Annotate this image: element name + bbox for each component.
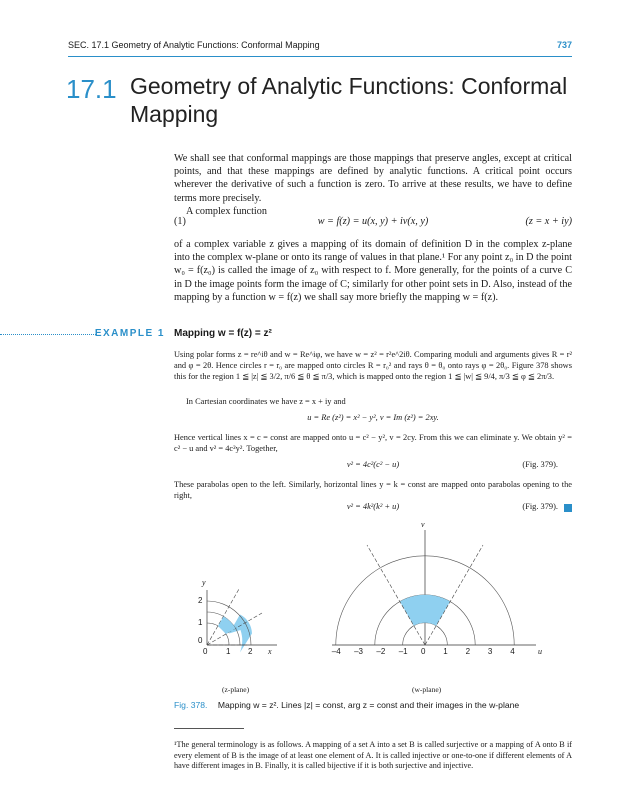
z-plane-diagram [207, 589, 277, 653]
w-utick-6: 2 [465, 647, 471, 656]
footnote: ¹The general terminology is as follows. A mapping of a set A into a set B is called surjective or a mapping of A onto B if every element of B is the image of at least one element of A. It is called injective or one-to-one if different elements of A have different images in B. Finally, it is called bijective if it is both surjective and injective. [174, 740, 572, 771]
intro-line2: A complex function [186, 205, 267, 217]
example-para1: Using polar forms z = re^iθ and w = Re^iφ, we have w = z² = r²e^2iθ. Comparing moduli and arguments gives R = r² and φ = 2θ. Hence circles r = r₀ are mapped onto circles R = r₀² and rays θ = θ₀ onto rays φ = 2θ₀. Figure 378 shows this for the region 1 ≦ |z| ≦ 3/2, π/6 ≦ θ ≦ π/3, which is mapped onto the region 1 ≦ |w| ≦ 9/4, π/3 ≦ φ ≦ 2π/3. [174, 350, 572, 381]
paragraph-2: of a complex variable z gives a mapping of its domain of definition D in the complex z-plane into the complex w-plane or onto its range of values in that plane.¹ For any point z₀ in D the point w₀ = f(z₀) is called the image of z₀ with respect to f. More generally, for the points of a curve C in D the image points form the image of C; similarly for other point sets in D. Also, instead of the mapping by a function w = f(z) we shall say more briefly the mapping w = f(z). [174, 239, 572, 303]
w-utick-7: 3 [487, 647, 493, 656]
section-number: 17.1 [66, 74, 117, 104]
w-utick-8: 4 [510, 647, 515, 656]
example-para2: In Cartesian coordinates we have z = x + iy and [186, 397, 346, 406]
w-ray-pi3 [425, 545, 483, 645]
w-utick-2: –2 [376, 647, 386, 656]
footnote-rule [174, 728, 244, 729]
example-para3: Hence vertical lines x = c = const are mapped onto u = c² − y², v = 2cy. From this we can eliminate y. We obtain y² = c² − u and v² = 4c²y². Together, [174, 433, 572, 453]
w-ulabel: u [538, 647, 542, 656]
intro-paragraph: We shall see that conformal mappings are those mappings that preserve angles, except at critical points, and that these mappings are defined by analytic functions. A critical point occurs wherever the derivative of such a function is zero. To arrive at these results, we have to define terms more precisely. [174, 153, 572, 204]
figure-caption-label: Fig. 378. [174, 700, 208, 710]
figure-caption-text: Mapping w = z². Lines |z| = const, arg z = const and their images in the w-plane [217, 700, 520, 710]
z-plane-label: (z-plane) [222, 685, 250, 694]
z-ytick-0: 0 [198, 636, 203, 645]
z-xtick-1: 1 [226, 647, 231, 656]
eq-v1-ref: (Fig. 379). [522, 460, 558, 469]
w-vlabel: v [421, 520, 425, 529]
example-title: Mapping w = f(z) = z² [174, 328, 272, 339]
w-utick-0: –4 [331, 647, 341, 656]
w-utick-1: –3 [354, 647, 363, 656]
w-utick-5: 1 [443, 647, 448, 656]
z-ray-pi3 [207, 589, 239, 645]
w-ray-2pi3 [367, 545, 425, 645]
equation-number: (1) [174, 216, 186, 227]
eq-v2-text: v² = 4k²(k² + u) [346, 502, 400, 511]
section-title: Geometry of Analytic Functions: Conformal Mapping [130, 73, 568, 127]
w-plane-label: (w-plane) [412, 685, 442, 694]
eq-v1-text: v² = 4c²(c² − u) [346, 460, 400, 469]
z-ytick-2: 2 [198, 596, 203, 605]
w-utick-3: –1 [398, 647, 408, 656]
equation-condition: (z = x + iy) [525, 216, 572, 227]
equation-formula: w = f(z) = u(x, y) + iv(x, y) [317, 216, 429, 227]
w-plane-diagram [332, 530, 536, 645]
example-para4: These parabolas open to the left. Similarly, horizontal lines y = k = const are mapped onto parabolas opening to the right, [174, 480, 572, 500]
z-xtick-2: 2 [248, 647, 253, 656]
w-shaded-region [400, 595, 450, 626]
z-ylabel: y [202, 578, 206, 587]
page-number: 737 [556, 40, 572, 50]
z-ytick-1: 1 [198, 618, 203, 627]
figure-caption [174, 700, 519, 710]
eq-uv-text: u = Re (z²) = x² − y², v = Im (z²) = 2xy. [307, 413, 439, 422]
z-xlabel: x [268, 647, 272, 656]
eq-v2-ref: (Fig. 379). [522, 502, 558, 511]
example-label: EXAMPLE 1 [94, 328, 165, 339]
z-xtick-0: 0 [203, 647, 208, 656]
w-utick-4: 0 [421, 647, 426, 656]
running-head-title: SEC. 17.1 Geometry of Analytic Functions: Conformal Mapping [68, 40, 320, 50]
